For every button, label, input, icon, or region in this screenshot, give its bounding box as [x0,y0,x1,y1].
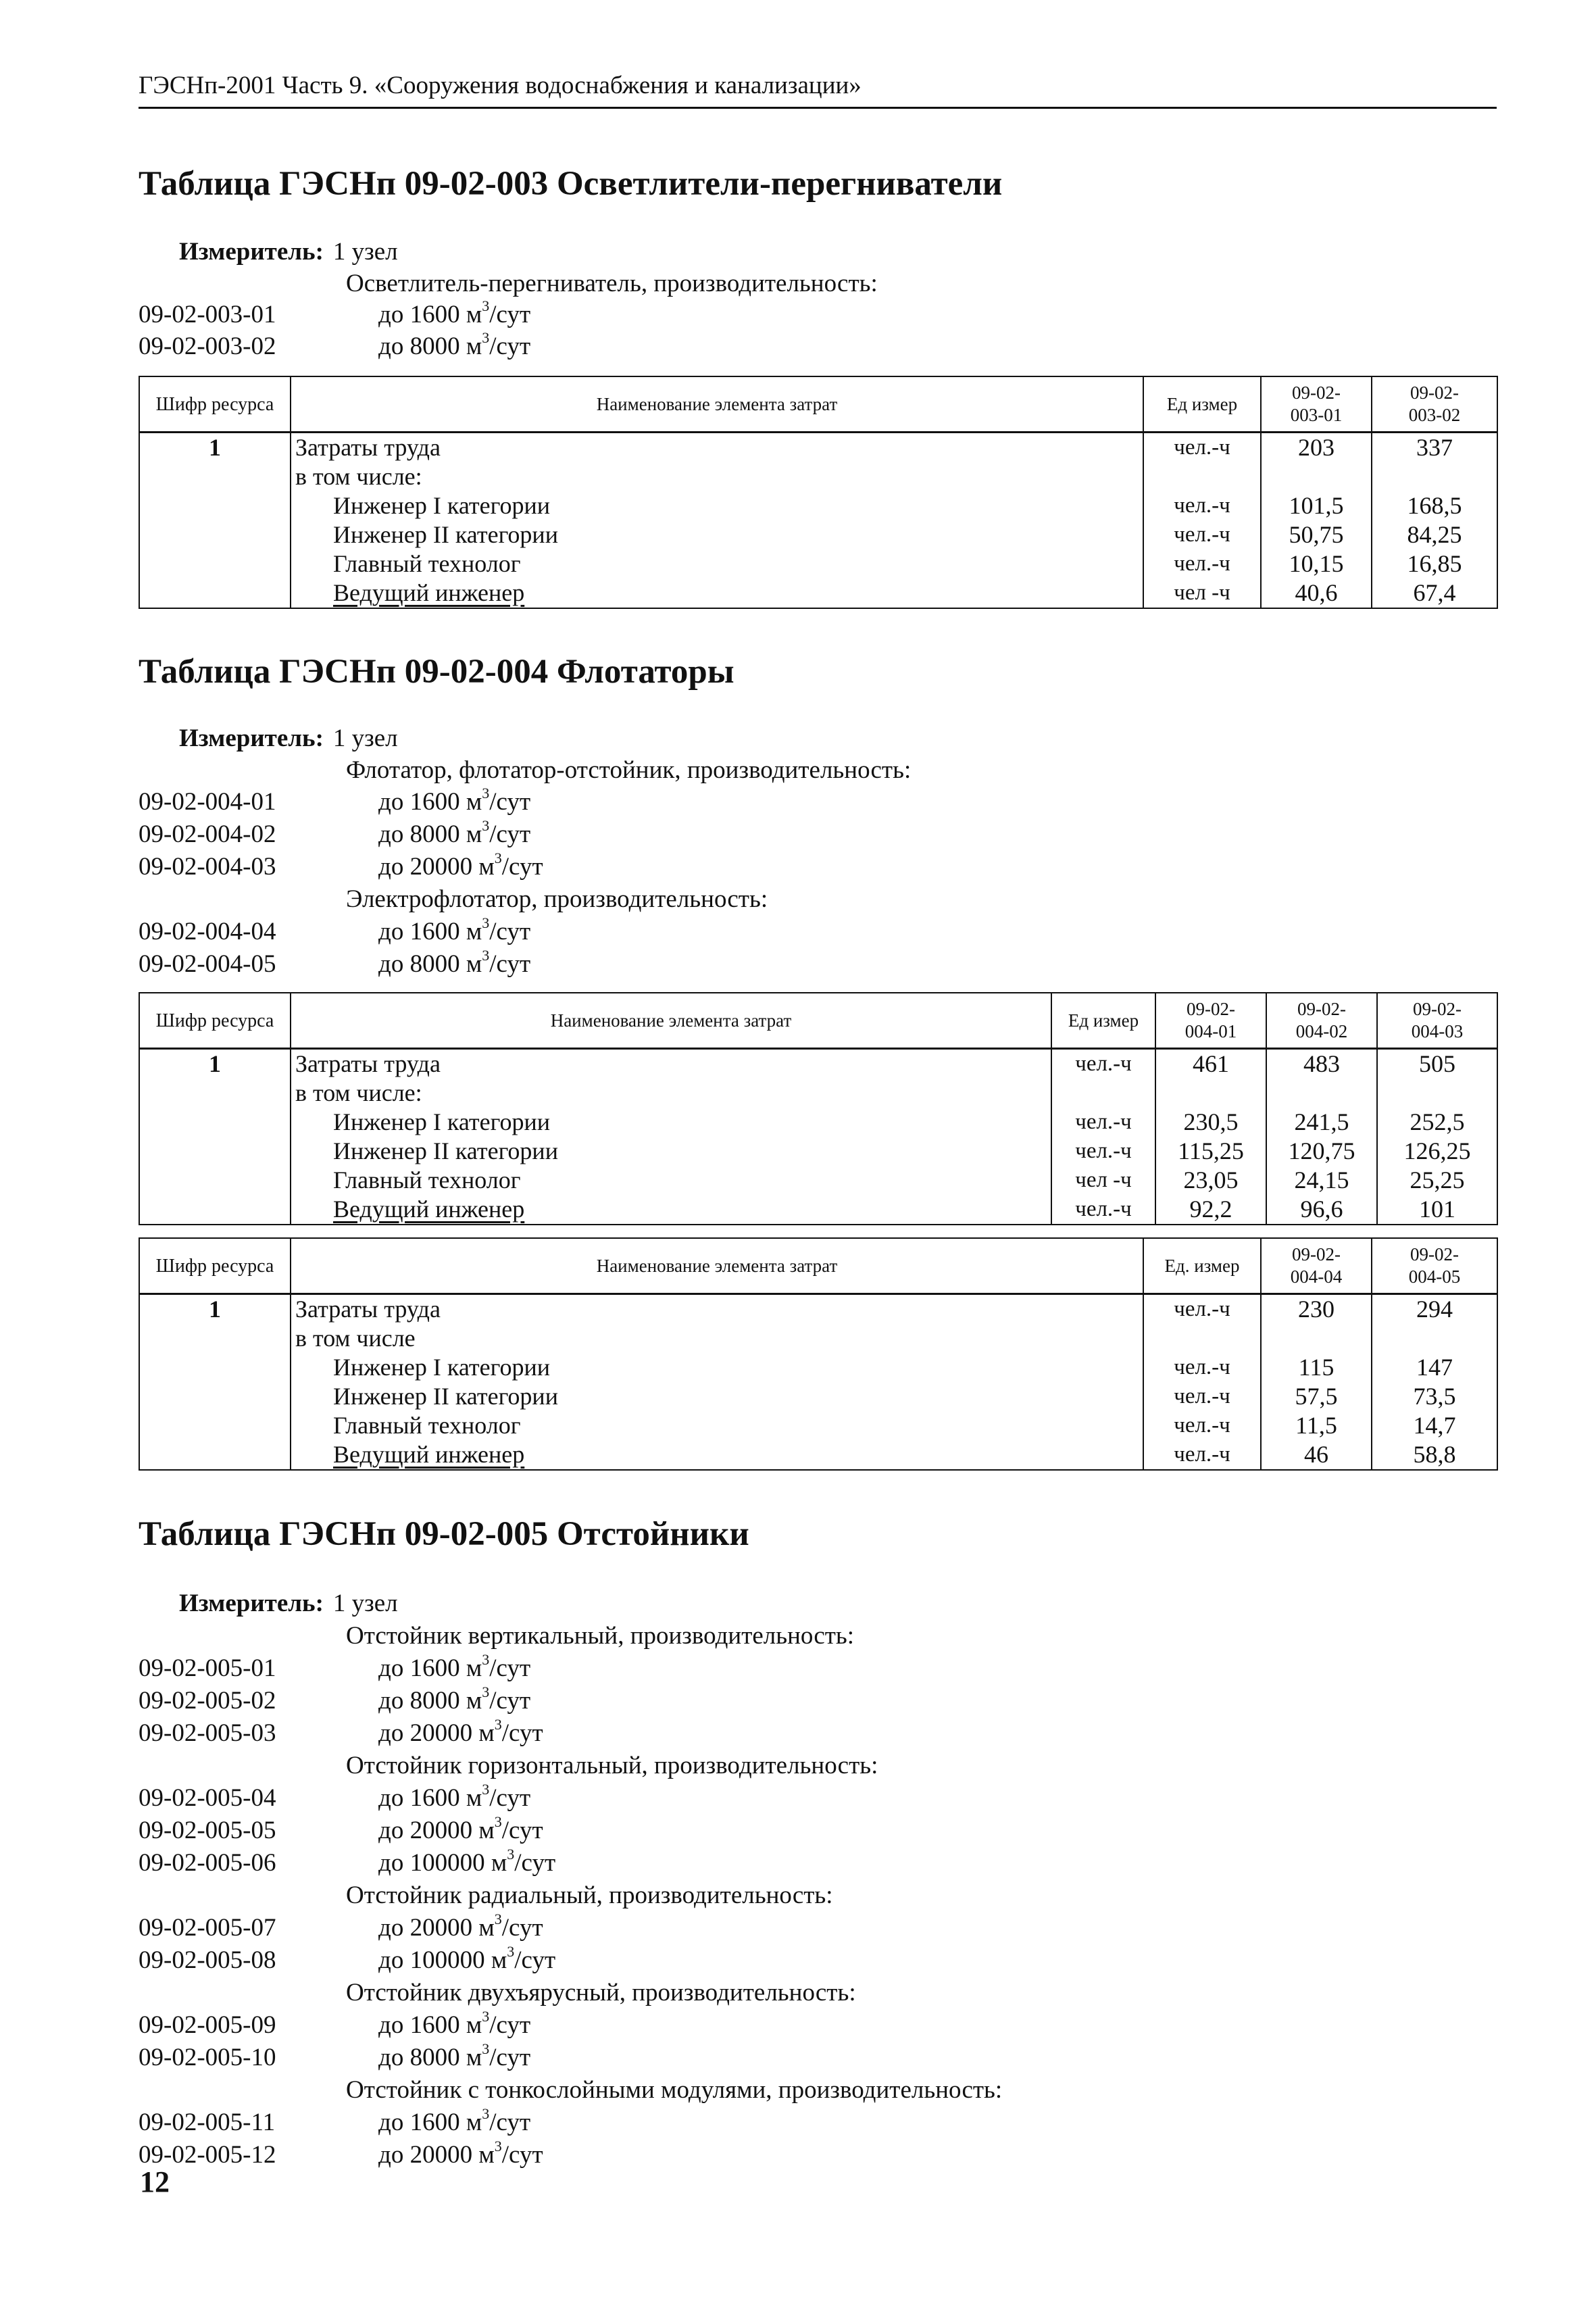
page-number: 12 [140,2165,170,2198]
measure-label: Измеритель: [179,724,324,752]
table-row: Инженер I категории чел.-ч 101,5 168,5 [139,491,1497,520]
col-cost-name: Наименование элемента затрат [291,1238,1143,1294]
table-row: 1 Затраты труда чел.-ч 230 294 [139,1294,1497,1325]
table-row: Инженер II категории чел.-ч 57,5 73,5 [139,1382,1497,1411]
col-unit: Ед измер [1051,993,1155,1049]
table-header-row [139,376,1497,433]
item-capacity: до 100000 $м^3$/сут [378,1845,556,1877]
table-header-row [139,993,1497,1049]
item-code: 09-02-005-11 [139,2109,276,2136]
measure-005 [179,1588,398,1619]
item-code: 09-02-003-01 [139,301,276,328]
col-cost-name: Наименование элемента затрат [291,376,1143,433]
col-unit: Ед измер [1143,376,1261,433]
table-row: в том числе [139,1324,1497,1353]
group-heading: Отстойник двухъярусный, производительность: [346,1979,856,2007]
measure-label: Измеритель: [179,1590,324,1617]
item-code: 09-02-004-05 [139,950,276,978]
item-capacity: до 1600 $м^3$/сут [378,2007,531,2039]
col-unit: Ед. измер [1143,1238,1261,1294]
item-code: 09-02-005-06 [139,1849,276,1877]
item-capacity: до 20000 $м^3$/сут [378,1715,543,1747]
table-row: Инженер II категории чел.-ч 50,75 84,25 [139,520,1497,549]
item-code: 09-02-005-04 [139,1784,276,1812]
group-heading: Электрофлотатор, производительность: [346,885,768,913]
measure-003 [179,237,398,268]
col-norm-003-01: 09-02- 003-01 [1261,376,1372,433]
col-norm-004-02: 09-02- 004-02 [1266,993,1377,1049]
item-capacity: до 20000 $м^3$/сут [378,1910,543,1942]
col-resource-code: Шифр ресурса [139,993,291,1049]
item-code: 09-02-005-09 [139,2011,276,2039]
table-row: Ведущий инженер чел.-ч 46 58,8 [139,1440,1497,1470]
measure-value: 1 узел [332,1590,398,1617]
item-code: 09-02-004-01 [139,788,276,816]
item-capacity: до 8000 $м^3$/сут [378,946,531,978]
group-heading: Отстойник с тонкослойными модулями, производительность: [346,2076,1003,2104]
col-norm-004-03: 09-02- 004-03 [1377,993,1497,1049]
group-heading: Отстойник радиальный, производительность: [346,1881,833,1909]
header-rule [139,107,1497,109]
table-row: в том числе: [139,1079,1497,1108]
table-header-row [139,1238,1497,1294]
group-heading: Отстойник вертикальный, производительность: [346,1622,855,1650]
item-capacity: до 1600 $м^3$/сут [378,1780,531,1812]
group-heading: Флотатор, флотатор-отстойник, производительность: [346,756,912,784]
item-capacity: до 1600 $м^3$/сут [378,914,531,945]
table-row: 1 Затраты труда чел.-ч 461 483 505 [139,1049,1497,1079]
item-capacity: до 1600 $м^3$/сут [378,784,531,816]
item-code: 09-02-005-01 [139,1654,276,1682]
table-row: Главный технолог чел -ч 23,05 24,15 25,25 [139,1166,1497,1195]
measure-value: 1 узел [332,724,398,752]
item-code: 09-02-005-05 [139,1817,276,1844]
item-code: 09-02-005-03 [139,1719,276,1747]
item-capacity: до 20000 $м^3$/сут [378,2137,543,2169]
item-capacity: до 100000 $м^3$/сут [378,1942,556,1974]
table-row: Инженер II категории чел.-ч 115,25 120,75 126,25 [139,1137,1497,1166]
table-row: 1 Затраты труда чел.-ч 203 337 [139,433,1497,463]
item-code: 09-02-003-02 [139,333,276,360]
item-code: 09-02-004-03 [139,853,276,881]
item-capacity: до 1600 $м^3$/сут [378,297,531,328]
table-row: Главный технолог чел.-ч 10,15 16,85 [139,549,1497,578]
table-row: в том числе: [139,462,1497,491]
section-title-004: Таблица ГЭСНп 09-02-004 Флотаторы [139,653,734,691]
item-capacity: до 8000 $м^3$/сут [378,1683,531,1715]
running-header: ГЭСНп-2001 Часть 9. «Сооружения водоснабжения и канализации» [139,72,862,99]
cost-table-004-b [139,1237,1498,1471]
item-capacity: до 20000 $м^3$/сут [378,1813,543,1844]
item-capacity: до 20000 $м^3$/сут [378,849,543,881]
item-code: 09-02-005-10 [139,2044,276,2071]
col-norm-003-02: 09-02- 003-02 [1372,376,1497,433]
col-resource-code: Шифр ресурса [139,376,291,433]
item-code: 09-02-005-02 [139,1687,276,1715]
table-row: Инженер I категории чел.-ч 230,5 241,5 252,5 [139,1108,1497,1137]
section-title-003: Таблица ГЭСНп 09-02-003 Осветлители-перегниватели [139,165,1003,203]
table-row: Ведущий инженер чел -ч 40,6 67,4 [139,578,1497,608]
item-code: 09-02-004-04 [139,918,276,945]
item-capacity: до 1600 $м^3$/сут [378,2104,531,2136]
item-code: 09-02-005-08 [139,1946,276,1974]
item-capacity: до 8000 $м^3$/сут [378,2040,531,2071]
item-capacity: до 8000 $м^3$/сут [378,328,531,360]
col-cost-name: Наименование элемента затрат [291,993,1051,1049]
col-resource-code: Шифр ресурса [139,1238,291,1294]
col-norm-004-04: 09-02- 004-04 [1261,1238,1372,1294]
measure-004 [179,723,398,754]
col-norm-004-05: 09-02- 004-05 [1372,1238,1497,1294]
group-heading: Осветлитель-перегниватель, производительность: [346,270,878,297]
section-title-005: Таблица ГЭСНп 09-02-005 Отстойники [139,1515,749,1553]
group-heading: Отстойник горизонтальный, производительность: [346,1752,878,1779]
item-capacity: до 1600 $м^3$/сут [378,1650,531,1682]
measure-label: Измеритель: [179,238,324,266]
item-code: 09-02-005-12 [139,2141,276,2169]
table-row: Инженер I категории чел.-ч 115 147 [139,1353,1497,1382]
table-row: Ведущий инженер чел.-ч 92,2 96,6 101 [139,1195,1497,1225]
item-capacity: до 8000 $м^3$/сут [378,816,531,848]
item-code: 09-02-005-07 [139,1914,276,1942]
table-row: Главный технолог чел.-ч 11,5 14,7 [139,1411,1497,1440]
item-code: 09-02-004-02 [139,820,276,848]
cost-table-004-a [139,992,1498,1225]
col-norm-004-01: 09-02- 004-01 [1155,993,1266,1049]
measure-value: 1 узел [332,238,398,266]
cost-table-003 [139,376,1498,609]
